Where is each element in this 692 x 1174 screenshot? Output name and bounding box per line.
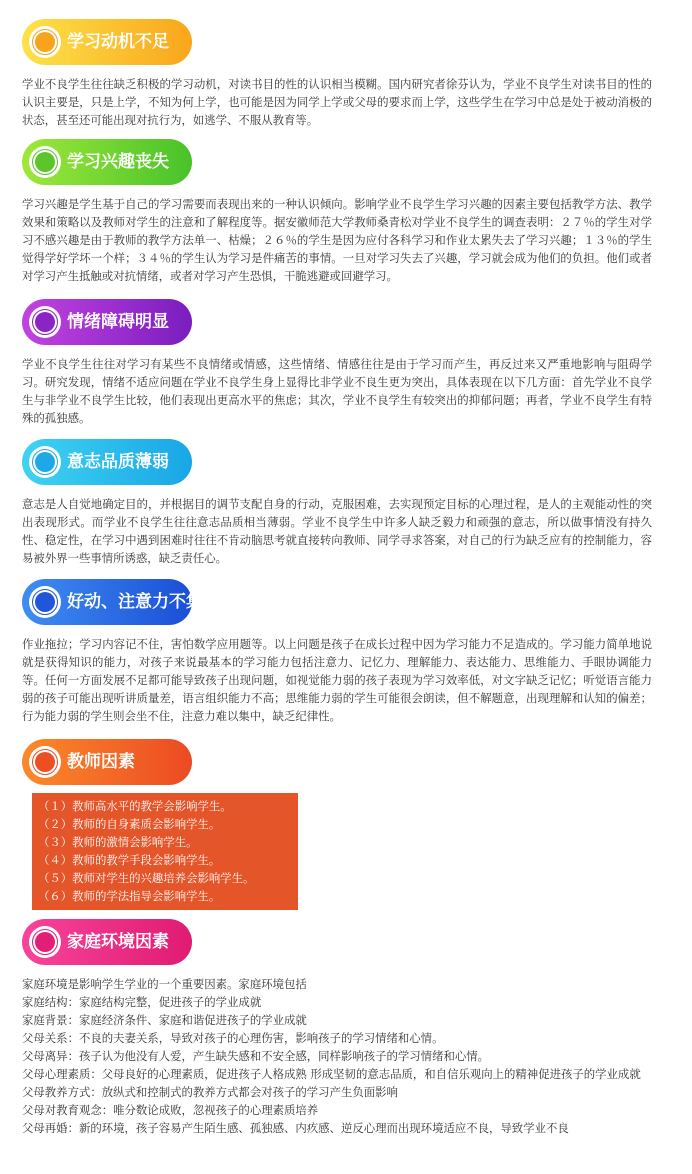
section-paragraph: 学业不良学生往往对学习有某些不良情绪或情感，这些情绪、情感往往是由于学习而产生，再反过来又严重地影响与阻碍学习。研究发现，情绪不适应问题在学业不良学生身上显得比非学业不良生更为突出，具体表现在以下几方面：首先学业不良学生与非学业不良学生比较，他们表现出更高水平的焦虑；其次，学业不良学生有较突出的抑郁问题；再者，学业不良学生有特殊的孤独感。 <box>22 357 652 425</box>
list-item: （４）教师的教学手段会影响学生。 <box>38 853 221 867</box>
section-title: 教师因素 <box>67 752 135 772</box>
section-paragraph: 作业拖拉；学习内容记不住，害怕数学应用题等。以上问题是孩子在成长过程中因为学习能力不足造成的。学习能力简单地说就是获得知识的能力，对孩子来说最基本的学习能力包括注意力、记忆力、理解能力、表达能力、思维能力、手眼协调能力等。任何一方面发展不足都可能导致孩子出现问题，如视觉能力弱的孩子表现为学习效率低，对文字缺乏记忆；听觉语言能力弱的孩子可能出现听讲质量差，语言组织能力不高；思维能力弱的学生可能很会朗读，但不解题意，出现理解和认知的偏差；行为能力弱的学生则会坐不住，注意力难以集中，缺乏纪律性。 <box>22 637 652 723</box>
list-item: 父母离异：孩子认为他没有人爱，产生缺失感和不安全感，同样影响孩子的学习情绪和心情。 <box>22 1049 490 1063</box>
section-paragraph: 学业不良学生往往缺乏积极的学习动机，对读书目的性的认识相当模糊。国内研究者徐芬认为，学业不良学生对读书目的性的认识主要是，只是上学，不知为何上学，也可能是因为同学上学或父母的要求而上学，这些学生在学习中总是处于被动消极的状态，甚至还可能出现对抗行为，如逃学、不服从教育等。 <box>22 77 652 127</box>
section-title: 意志品质薄弱 <box>67 452 169 472</box>
section-header-1 <box>22 19 192 65</box>
section-header-4 <box>22 439 192 485</box>
circle-bullet-icon <box>29 586 61 618</box>
list-item: 父母关系：不良的夫妻关系，导致对孩子的心理伤害，影响孩子的学习情绪和心情。 <box>22 1031 444 1045</box>
section-header-3 <box>22 299 192 345</box>
section-title: 学习动机不足 <box>67 32 169 52</box>
list-item: 父母再婚：新的环境，孩子容易产生陌生感、孤独感、内疚感、逆反心理而出现环境适应不良，导致学业不良 <box>22 1121 569 1135</box>
list-item: 家庭背景：家庭经济条件、家庭和谐促进孩子的学业成就 <box>22 1013 307 1027</box>
section-paragraph: 学习兴趣是学生基于自己的学习需要而表现出来的一种认识倾向。影响学业不良学生学习兴趣的因素主要包括教学方法、教学效果和策略以及教师对学生的注意和了解程度等。据安徽师范大学教师桑青松对学业不良学生的调查表明：２７％的学生对学习不感兴趣是由于教师的教学方法单一、枯燥；２６％的学生是因为应付各科学习和作业太累失去了学习兴趣；１３％的学生觉得学好学坏一个样；３４％的学生认为学习是件痛苦的事情。一旦对学习失去了兴趣，学习就会成为他们的负担。他们或者对学习产生抵触或对抗情绪，或者对学习产生恐惧，干脆逃避或回避学习。 <box>22 197 652 283</box>
section-title: 家庭环境因素 <box>67 932 169 952</box>
section-header-6 <box>22 739 192 785</box>
section-header-7 <box>22 919 192 965</box>
list-item: 家庭环境是影响学生学业的一个重要因素。家庭环境包括 <box>22 977 307 991</box>
list-item: （６）教师的学法指导会影响学生。 <box>38 889 221 903</box>
circle-bullet-icon <box>29 926 61 958</box>
circle-bullet-icon <box>29 146 61 178</box>
list-item: 父母心理素质：父母良好的心理素质，促进孩子人格成熟 形成坚韧的意志品质，和自信乐观向上的精神促进孩子的学业成就 <box>22 1067 641 1081</box>
teacher-factors-box <box>32 793 298 910</box>
circle-bullet-icon <box>29 746 61 778</box>
section-title: 好动、注意力不集中 <box>67 592 220 612</box>
list-item: （１）教师高水平的教学会影响学生。 <box>38 799 232 813</box>
section-paragraph: 意志是人自觉地确定目的，并根据目的调节支配自身的行动，克服困难，去实现预定目标的心理过程，是人的主观能动性的突出表现形式。而学业不良学生往往意志品质相当薄弱。学业不良学生中许多人缺乏毅力和顽强的意志，所以做事情没有持久性、稳定性，在学习中遇到困难时往往不肯动脑思考就直接转向教师、同学寻求答案，对自己的行为缺乏应有的控制能力，容易被外界一些事情所诱惑，缺乏责任心。 <box>22 497 652 565</box>
section-title: 学习兴趣丧失 <box>67 152 169 172</box>
section-title: 情绪障碍明显 <box>67 312 169 332</box>
section-header-5 <box>22 579 220 625</box>
circle-bullet-icon <box>29 26 61 58</box>
list-item: 父母教养方式：放纵式和控制式的教养方式都会对孩子的学习产生负面影响 <box>22 1085 398 1099</box>
list-item: （３）教师的激情会影响学生。 <box>38 835 198 849</box>
circle-bullet-icon <box>29 306 61 338</box>
list-item: 家庭结构：家庭结构完整，促进孩子的学业成就 <box>22 995 262 1009</box>
list-item: （５）教师对学生的兴趣培养会影响学生。 <box>38 871 255 885</box>
circle-bullet-icon <box>29 446 61 478</box>
family-factors-list <box>22 975 654 1137</box>
list-item: （２）教师的自身素质会影响学生。 <box>38 817 221 831</box>
section-header-2 <box>22 139 192 185</box>
list-item: 父母对教育观念：唯分数论成败，忽视孩子的心理素质培养 <box>22 1103 319 1117</box>
